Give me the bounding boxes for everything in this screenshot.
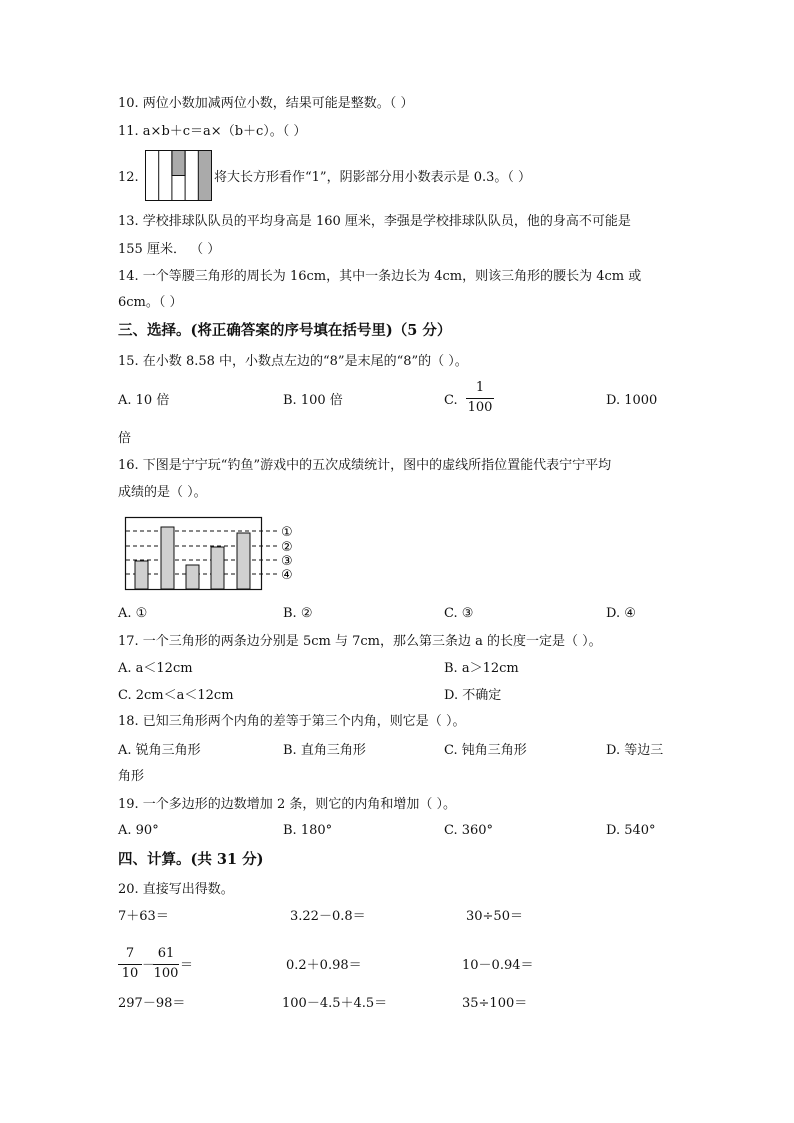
- q17-option-a: A. a＜12cm: [118, 661, 193, 676]
- calc-4-fraction-1: [118, 946, 142, 982]
- calc-4-equals: ＝: [180, 958, 194, 973]
- q16-line1: 16. 下图是宁宁玩“钓鱼”游戏中的五次成绩统计，图中的虚线所指位置能代表宁宁平均: [118, 458, 612, 473]
- q19-option-a: A. 90°: [118, 823, 159, 838]
- calc-3: 30÷50＝: [466, 909, 523, 924]
- q17-text: 17. 一个三角形的两条边分别是 5cm 与 7cm，那么第三条边 a 的长度一定是（ ）。: [118, 634, 602, 649]
- q17-option-c: C. 2cm＜a＜12cm: [118, 688, 234, 703]
- shaded-part-top: [172, 151, 185, 176]
- calc-9: 35÷100＝: [462, 996, 528, 1011]
- q16-line2: 成绩的是（ ）。: [118, 485, 207, 500]
- q11-text: 11. a×b＋c＝a×（b＋c）。（ ）: [118, 124, 307, 139]
- q17-option-d: D. 不确定: [444, 688, 502, 703]
- score-bar-chart: [124, 514, 304, 592]
- calc-7: 297－98＝: [118, 996, 186, 1011]
- q15-option-b: B. 100 倍: [283, 393, 343, 408]
- bar-2: [161, 527, 174, 589]
- fraction-bar: [153, 964, 179, 965]
- fraction-denominator: 100: [153, 966, 179, 981]
- fraction-numerator: 61: [157, 946, 175, 961]
- shaded-part-right: [198, 151, 211, 201]
- chart-label-4: ④: [281, 568, 293, 583]
- q12-number: 12.: [118, 170, 139, 185]
- calc-5: 0.2＋0.98＝: [286, 958, 362, 973]
- q15-option-c-label: C.: [444, 393, 458, 408]
- q18-text: 18. 已知三角形两个内角的差等于第三个内角，则它是（ ）。: [118, 714, 466, 729]
- q15-option-d: D. 1000: [606, 393, 658, 408]
- q13-line1: 13. 学校排球队队员的平均身高是 160 厘米，李强是学校排球队队员，他的身高不可能是: [118, 214, 631, 229]
- q14-line2: 6cm。（ ）: [118, 295, 183, 310]
- q16-option-a: A. ①: [118, 606, 148, 621]
- fraction-denominator: 10: [121, 966, 139, 981]
- q13-line2: 155 厘米． （ ）: [118, 242, 221, 257]
- fraction-bar: [466, 398, 494, 399]
- q19-text: 19. 一个多边形的边数增加 2 条，则它的内角和增加（ ）。: [118, 797, 456, 812]
- fraction-denominator: 100: [467, 400, 493, 415]
- q20-text: 20. 直接写出得数。: [118, 882, 234, 897]
- q19-option-c: C. 360°: [444, 823, 494, 838]
- q18-option-c: C. 钝角三角形: [444, 743, 527, 758]
- q15-option-a: A. 10 倍: [118, 393, 170, 408]
- q18-option-b: B. 直角三角形: [283, 743, 366, 758]
- chart-label-3: ③: [281, 554, 293, 569]
- q15-text: 15. 在小数 8.58 中，小数点左边的“8”是末尾的“8”的（ ）。: [118, 354, 468, 369]
- section4-title: 四、计算。(共 31 分): [118, 851, 264, 868]
- q12-text: 将大长方形看作“1”，阴影部分用小数表示是 0.3。（ ）: [214, 170, 532, 185]
- q16-option-c: C. ③: [444, 606, 474, 621]
- q10-text: 10. 两位小数加减两位小数，结果可能是整数。（ ）: [118, 96, 414, 111]
- rectangle-diagram: [145, 150, 213, 202]
- q17-option-b: B. a＞12cm: [444, 661, 519, 676]
- q16-option-d: D. ④: [606, 606, 636, 621]
- q18-option-a: A. 锐角三角形: [118, 743, 201, 758]
- fraction-numerator: 7: [125, 946, 135, 961]
- bar-1: [135, 561, 148, 589]
- q15-option-c-fraction: [466, 380, 494, 416]
- chart-label-2: ②: [281, 540, 293, 555]
- calc-4-minus: －: [142, 958, 156, 973]
- q16-option-b: B. ②: [283, 606, 313, 621]
- chart-label-1: ①: [281, 525, 293, 540]
- q19-option-b: B. 180°: [283, 823, 333, 838]
- bar-5: [237, 533, 250, 589]
- q18-option-d-wrap: 角形: [118, 769, 145, 784]
- calc-4-fraction-2: [153, 946, 179, 982]
- q19-option-d: D. 540°: [606, 823, 656, 838]
- fraction-numerator: 1: [475, 380, 485, 395]
- section3-title: 三、选择。(将正确答案的序号填在括号里)（5 分）: [118, 322, 452, 339]
- calc-8: 100－4.5＋4.5＝: [282, 996, 388, 1011]
- calc-6: 10－0.94＝: [462, 958, 534, 973]
- bar-3: [186, 565, 199, 589]
- q14-line1: 14. 一个等腰三角形的周长为 16cm，其中一条边长为 4cm，则该三角形的腰长为 4cm 或: [118, 269, 642, 284]
- q15-option-d-wrap: 倍: [118, 431, 132, 446]
- q18-option-d: D. 等边三: [606, 743, 664, 758]
- fraction-bar: [118, 964, 142, 965]
- calc-2: 3.22－0.8＝: [290, 909, 366, 924]
- calc-1: 7＋63＝: [118, 909, 169, 924]
- bar-4: [211, 547, 224, 589]
